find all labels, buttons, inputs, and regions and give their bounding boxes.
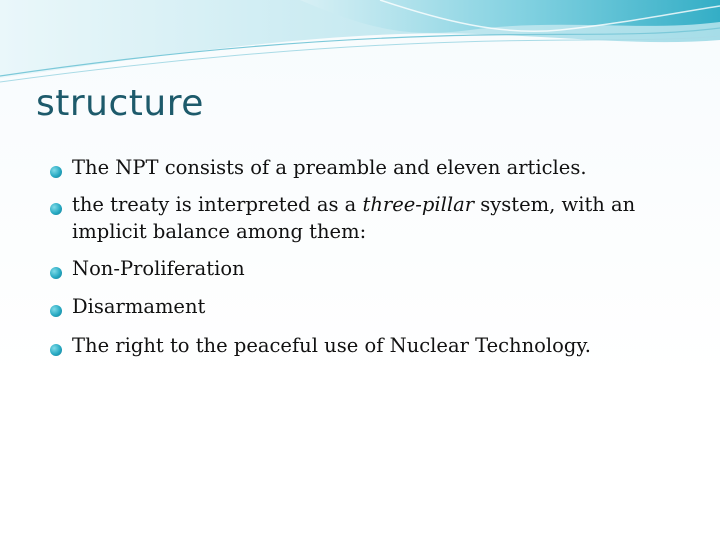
bullet-icon [50,305,62,317]
bullet-item [50,191,690,245]
bullet-text: Non-Proliferation [72,257,245,280]
bullet-item [50,154,690,181]
bullet-text-suffix: system, with an implicit balance among them: [72,193,636,243]
slide-title: structure [36,83,204,124]
header-wave-decoration [0,0,720,90]
bullet-text: The right to the peaceful use of Nuclear Technology. [72,334,591,357]
bullet-item [50,255,690,282]
bullet-icon [50,267,62,279]
bullet-icon [50,203,62,215]
bullet-text-prefix: the treaty is interpreted as a [72,193,363,216]
bullet-text: The NPT consists of a preamble and eleven articles. [72,156,587,179]
bullet-text-emphasis: three-pillar [362,193,475,216]
bullet-item [50,293,690,320]
bullet-item [50,332,690,359]
bullet-icon [50,344,62,356]
bullet-icon [50,166,62,178]
bullet-text: Disarmament [72,295,206,318]
bullet-list [50,154,690,359]
